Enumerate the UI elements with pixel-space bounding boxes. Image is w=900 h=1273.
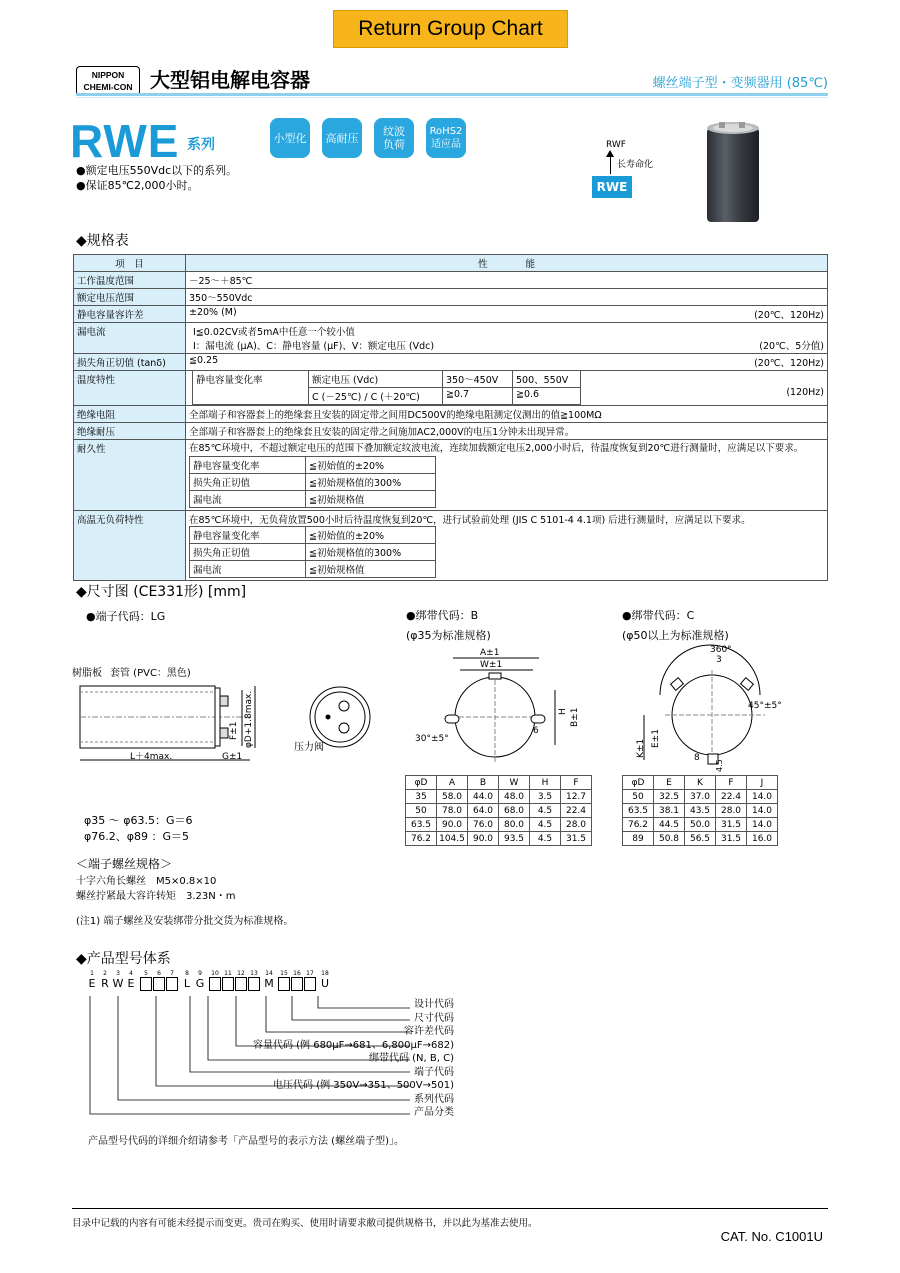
part-number-digit — [278, 970, 290, 991]
tc-header: F — [716, 776, 747, 790]
tb-cell: 50 — [406, 804, 437, 818]
pn-label-capacitance: 容量代码 (例 680μF→681、6,800μF→682) — [252, 1039, 454, 1051]
tb-cell: 90.0 — [437, 818, 468, 832]
part-number-index: 8 — [185, 970, 189, 977]
tc-cell: 14.0 — [747, 790, 778, 804]
spec-col-item: 项 目 — [74, 255, 186, 272]
band-note: (注1) 端子螺丝及安装绑带分批交货为标准规格。 — [76, 916, 294, 927]
tb-cell: 3.5 — [530, 790, 561, 804]
tc-cell: 50 — [623, 790, 654, 804]
tb-cell: 12.7 — [561, 790, 592, 804]
tb-cell: 78.0 — [437, 804, 468, 818]
tb-header: φD — [406, 776, 437, 790]
label-k: K±1 — [636, 738, 646, 758]
part-number-index: 4 — [129, 970, 133, 977]
spec-col-perf: 性 能 — [186, 255, 828, 272]
part-number-char — [248, 977, 260, 991]
tb-header: H — [530, 776, 561, 790]
label-45: 45°±5° — [748, 701, 782, 711]
part-number-char — [235, 977, 247, 991]
g-note2: φ76.2、φ89 ：G＝5 — [84, 830, 190, 843]
screw-title: ＜端子螺丝规格＞ — [76, 857, 173, 871]
catalog-number: CAT. No. C1001U — [720, 1229, 823, 1244]
tb-cell: 64.0 — [468, 804, 499, 818]
part-number-char: W — [112, 977, 124, 990]
tc-cell: 32.5 — [654, 790, 685, 804]
lineage-label: 长寿命化 — [617, 160, 654, 170]
part-number-digit — [222, 970, 234, 991]
part-number-digit — [181, 970, 193, 991]
tb-cell: 4.5 — [530, 818, 561, 832]
part-number-digit — [194, 970, 206, 991]
tb-cell: 31.5 — [561, 832, 592, 846]
spec-label: 工作温度范围 — [74, 272, 186, 289]
label-8: 8 — [694, 753, 700, 763]
page-title: 大型铝电解电容器 — [150, 68, 310, 92]
part-number-index: 18 — [321, 970, 329, 977]
end-v-cap: ≦初始值的±20% — [306, 457, 436, 474]
tc-v2: 500、550V — [513, 371, 581, 388]
tc-r1: ≧0.7 — [443, 388, 513, 405]
part-number-digit — [304, 970, 316, 991]
tc-cell: 31.5 — [716, 832, 747, 846]
end-k-leak: 漏电流 — [190, 491, 306, 508]
tb-header: W — [499, 776, 530, 790]
pn-label-series: 系列代码 — [414, 1093, 454, 1105]
pn-label-size: 尺寸代码 — [414, 1012, 454, 1024]
tb-cell: 4.5 — [530, 804, 561, 818]
band-c-drawing — [620, 640, 820, 775]
tb-cell: 76.2 — [406, 832, 437, 846]
spec-value — [186, 511, 828, 581]
tb-cell: 28.0 — [561, 818, 592, 832]
tc-cell: 31.5 — [716, 818, 747, 832]
end-v-tan: ≦初始规格值的300% — [306, 474, 436, 491]
title-divider-thin — [76, 97, 828, 98]
tc-cell: 22.4 — [716, 790, 747, 804]
capacitor-side-drawing — [70, 660, 400, 775]
tb-cell: 104.5 — [437, 832, 468, 846]
tc-v1: 350〜450V — [443, 371, 513, 388]
tb-header: F — [561, 776, 592, 790]
tol-cond: (20℃、120Hz) — [754, 310, 824, 321]
shelf-k-tan: 损失角正切值 — [190, 544, 306, 561]
tb-cell: 80.0 — [499, 818, 530, 832]
pn-label-voltage: 电压代码 (例 350V→351、500V→501) — [273, 1080, 454, 1091]
shelf-table — [189, 526, 436, 578]
tc-cell: 43.5 — [685, 804, 716, 818]
g-note1: φ35 〜 φ63.5：G＝6 — [84, 814, 193, 827]
tb-cell: 90.0 — [468, 832, 499, 846]
footer-divider — [72, 1208, 828, 1209]
bullet-hours: ●保证85℃2,000小时。 — [76, 179, 199, 192]
part-number-index: 7 — [170, 970, 174, 977]
spec-value — [186, 440, 828, 511]
spec-value — [186, 323, 828, 354]
part-number-char: M — [264, 977, 274, 990]
label-e: E±1 — [651, 729, 661, 748]
shelf-k-cap: 静电容量变化率 — [190, 527, 306, 544]
tc-cell: 50.8 — [654, 832, 685, 846]
tb-cell: 48.0 — [499, 790, 530, 804]
tb-header: B — [468, 776, 499, 790]
page-subtitle: 螺丝端子型・变频器用 (85℃) — [652, 76, 828, 91]
part-number-digit — [263, 970, 275, 991]
part-number-digit — [166, 970, 178, 991]
series-name: RWE — [70, 115, 180, 167]
spec-value — [186, 371, 828, 406]
part-number-index: 16 — [293, 970, 301, 977]
label-45b: 4.5 — [715, 759, 724, 772]
footer-disclaimer: 目录中记载的内容有可能未经提示而变更。贵司在购买、使用时请要求敝司提供规格书，并以此为基准去使用。 — [72, 1218, 538, 1229]
part-number-index: 2 — [103, 970, 107, 977]
tb-header: A — [437, 776, 468, 790]
spec-value: 全部端子和容器套上的绝缘套且安装的固定带之间用DC500V的绝缘电阻测定仪测出的值≧100MΩ — [186, 406, 828, 423]
spec-label: 损失角正切值 (tanδ) — [74, 354, 186, 371]
tc-cell: 89 — [623, 832, 654, 846]
tc-header: J — [747, 776, 778, 790]
part-number-char: E — [88, 977, 96, 990]
tc-cell: 44.5 — [654, 818, 685, 832]
tc-cell: 50.0 — [685, 818, 716, 832]
shelf-v-tan: ≦初始规格值的300% — [306, 544, 436, 561]
temp-char-table — [192, 370, 581, 405]
bullet-voltage: ●额定电压550Vdc以下的系列。 — [76, 164, 238, 177]
tb-cell: 68.0 — [499, 804, 530, 818]
part-number-index: 6 — [157, 970, 161, 977]
band-b-note: (φ35为标准规格) — [406, 629, 491, 642]
part-number-note: 产品型号代码的详细介绍请参考「产品型号的表示方法 (螺丝端子型)」。 — [88, 1136, 404, 1147]
part-number-char: R — [101, 977, 109, 990]
label-g: G±1 — [222, 752, 243, 762]
tc-cell: 28.0 — [716, 804, 747, 818]
leak-value1: I≦0.02CV或者5mA中任意一个较小值 — [193, 327, 355, 338]
pn-label-band: 绑带代码 (N, B, C) — [368, 1053, 454, 1064]
part-number-digit — [235, 970, 247, 991]
part-number-char — [153, 977, 165, 991]
part-number-digit — [86, 970, 98, 991]
part-number-digit — [112, 970, 124, 991]
spec-label: 静电容量容许差 — [74, 306, 186, 323]
endurance-table — [189, 456, 436, 508]
part-number-index: 14 — [265, 970, 273, 977]
part-number-char — [166, 977, 178, 991]
label-w: W±1 — [480, 660, 503, 670]
part-number-digit — [153, 970, 165, 991]
spec-value: 350〜550Vdc — [186, 289, 828, 306]
part-number-index: 9 — [198, 970, 202, 977]
part-number-char: U — [320, 977, 330, 990]
tc-cell: 76.2 — [623, 818, 654, 832]
spec-label: 漏电流 — [74, 323, 186, 354]
label-d: φD+1.8max. — [244, 690, 254, 748]
pn-label-design: 设计代码 — [414, 999, 454, 1010]
part-number-index: 17 — [306, 970, 314, 977]
part-number-digit — [248, 970, 260, 991]
tb-cell: 76.0 — [468, 818, 499, 832]
part-number-digit — [140, 970, 152, 991]
dim-section-title: ◆尺寸图 (CE331形) [mm] — [76, 584, 247, 600]
part-number-char — [140, 977, 152, 991]
pn-label-category: 产品分类 — [414, 1107, 454, 1118]
tc-cell: 37.0 — [685, 790, 716, 804]
part-number-digit — [291, 970, 303, 991]
tol-value: ±20% (M) — [189, 307, 237, 318]
end-v-leak: ≦初始规格值 — [306, 491, 436, 508]
tc-cell: 14.0 — [747, 804, 778, 818]
part-number-index: 12 — [237, 970, 245, 977]
tb-cell: 58.0 — [437, 790, 468, 804]
screw-spec1: 十字六角长螺丝 M5×0.8×10 — [76, 876, 217, 887]
band-b-table — [405, 775, 592, 846]
spec-value — [186, 354, 828, 371]
part-number-char — [222, 977, 234, 991]
part-number-index: 15 — [280, 970, 288, 977]
screw-spec2: 螺丝拧紧最大容许转矩 3.23N・m — [76, 891, 236, 902]
leak-value2: I：漏电流 (μA)、C：静电容量 (μF)、V：额定电压 (Vdc) — [193, 341, 435, 352]
end-k-tan: 损失角正切值 — [190, 474, 306, 491]
tb-cell: 4.5 — [530, 832, 561, 846]
spec-table — [73, 254, 828, 581]
tc-cell: 14.0 — [747, 818, 778, 832]
series-suffix: 系列 — [187, 137, 215, 153]
badge-high-voltage: 高耐压 — [322, 118, 362, 158]
pn-label-terminal: 端子代码 — [414, 1066, 454, 1078]
label-f: F±1 — [229, 721, 239, 740]
label-b: B±1 — [570, 707, 580, 727]
label-angle-b: 30°±5° — [415, 734, 449, 744]
logo-line2: CHEMI-CON — [83, 82, 133, 92]
terminal-code: ●端子代码：LG — [86, 610, 166, 623]
shelf-value: 在85℃环境中，无负荷放置500小时后待温度恢复到20℃，进行试验前处理 (JIS C 5101-4 4.1项) 后进行测量时，应满足以下要求。 — [189, 515, 751, 526]
logo-line1: NIPPON — [91, 70, 125, 80]
spec-label: 额定电压范围 — [74, 289, 186, 306]
tc-header: E — [654, 776, 685, 790]
spec-value — [186, 306, 828, 323]
pn-label-tolerance: 容许差代码 — [404, 1026, 454, 1037]
label-sleeve: 套管 (PVC：黑色) — [110, 668, 191, 679]
tc-rv: 额定电压 (Vdc) — [309, 371, 443, 388]
part-number-index: 3 — [116, 970, 120, 977]
tc-cell: 63.5 — [623, 804, 654, 818]
label-360: 360° — [710, 645, 732, 655]
capacitor-photo — [705, 118, 761, 224]
part-number-char: G — [195, 977, 205, 990]
part-number-digit — [319, 970, 331, 991]
tc-cell: 38.1 — [654, 804, 685, 818]
title-divider — [76, 93, 828, 96]
spec-value: －25〜＋85℃ — [186, 272, 828, 289]
part-number-char: L — [183, 977, 191, 990]
part-number-char — [304, 977, 316, 991]
label-6: 6 — [533, 726, 539, 736]
end-k-cap: 静电容量变化率 — [190, 457, 306, 474]
band-c-table — [622, 775, 778, 846]
tb-cell: 93.5 — [499, 832, 530, 846]
tan-value: ≦0.25 — [189, 355, 219, 366]
band-b-title: ●绑带代码：B — [406, 609, 479, 622]
band-c-title: ●绑带代码：C — [622, 609, 695, 622]
tb-cell: 22.4 — [561, 804, 592, 818]
arrow-line — [610, 152, 611, 174]
part-number-char — [209, 977, 221, 991]
return-group-chart-button[interactable]: Return Group Chart — [333, 10, 568, 48]
nippon-chemicon-logo — [76, 66, 140, 96]
shelf-k-leak: 漏电流 — [190, 561, 306, 578]
tc-r2: ≧0.6 — [513, 388, 581, 405]
tb-cell: 63.5 — [406, 818, 437, 832]
badge-rohs2: RoHS2 适应品 — [426, 118, 466, 158]
band-c-note: (φ50以上为标准规格) — [622, 629, 729, 642]
part-number-index: 11 — [224, 970, 232, 977]
tc-header: K — [685, 776, 716, 790]
tc-ratio: C (－25℃) / C (＋20℃) — [309, 388, 443, 405]
end-value: 在85℃环境中，不超过额定电压的范围下叠加额定纹波电流，连续加载额定电压2,000小时后，待温度恢复到20℃进行测量时，应满足以下要求。 — [189, 443, 804, 454]
label-plate: 树脂板 — [72, 668, 102, 679]
part-number-index: 13 — [250, 970, 258, 977]
part-number-char — [291, 977, 303, 991]
tc-cell: 56.5 — [685, 832, 716, 846]
lineage-rwf: RWF — [606, 140, 626, 150]
spec-label: 耐久性 — [74, 440, 186, 511]
band-b-drawing — [405, 645, 605, 775]
part-number-digit — [125, 970, 137, 991]
part-number-index: 5 — [144, 970, 148, 977]
part-number-labels — [252, 998, 454, 1120]
tc-cond: (120Hz) — [786, 387, 824, 398]
label-h: H — [558, 708, 568, 715]
badge-ripple: 纹波 负荷 — [374, 118, 414, 158]
shelf-v-leak: ≦初始规格值 — [306, 561, 436, 578]
tc-cell: 16.0 — [747, 832, 778, 846]
spec-label: 温度特性 — [74, 371, 186, 406]
spec-label: 高温无负荷特性 — [74, 511, 186, 581]
part-number-digit — [209, 970, 221, 991]
tc-sub: 静电容量变化率 — [193, 371, 309, 405]
part-number-char: E — [127, 977, 135, 990]
part-number-index: 1 — [90, 970, 94, 977]
spec-section-title: ◆规格表 — [76, 233, 129, 249]
spec-label: 绝缘耐压 — [74, 423, 186, 440]
spec-value: 全部端子和容器套上的绝缘套且安装的固定带之间施加AC2,000V的电压1分钟未出现异常。 — [186, 423, 828, 440]
tc-header: φD — [623, 776, 654, 790]
tan-cond: (20℃、120Hz) — [754, 358, 824, 369]
part-number-index: 10 — [211, 970, 219, 977]
lineage-rwe: RWE — [592, 176, 632, 198]
label-l: L＋4max. — [130, 752, 173, 762]
label-valve: 压力阀 — [294, 742, 324, 753]
part-number-digit — [99, 970, 111, 991]
label-3: 3 — [716, 655, 722, 665]
label-a: A±1 — [480, 648, 500, 658]
part-number-title: ◆产品型号体系 — [76, 951, 171, 967]
tb-cell: 44.0 — [468, 790, 499, 804]
badge-compact: 小型化 — [270, 118, 310, 158]
part-number-char — [278, 977, 290, 991]
tb-cell: 35 — [406, 790, 437, 804]
leak-cond: (20℃、5分值) — [759, 341, 824, 352]
spec-label: 绝缘电阻 — [74, 406, 186, 423]
shelf-v-cap: ≦初始值的±20% — [306, 527, 436, 544]
